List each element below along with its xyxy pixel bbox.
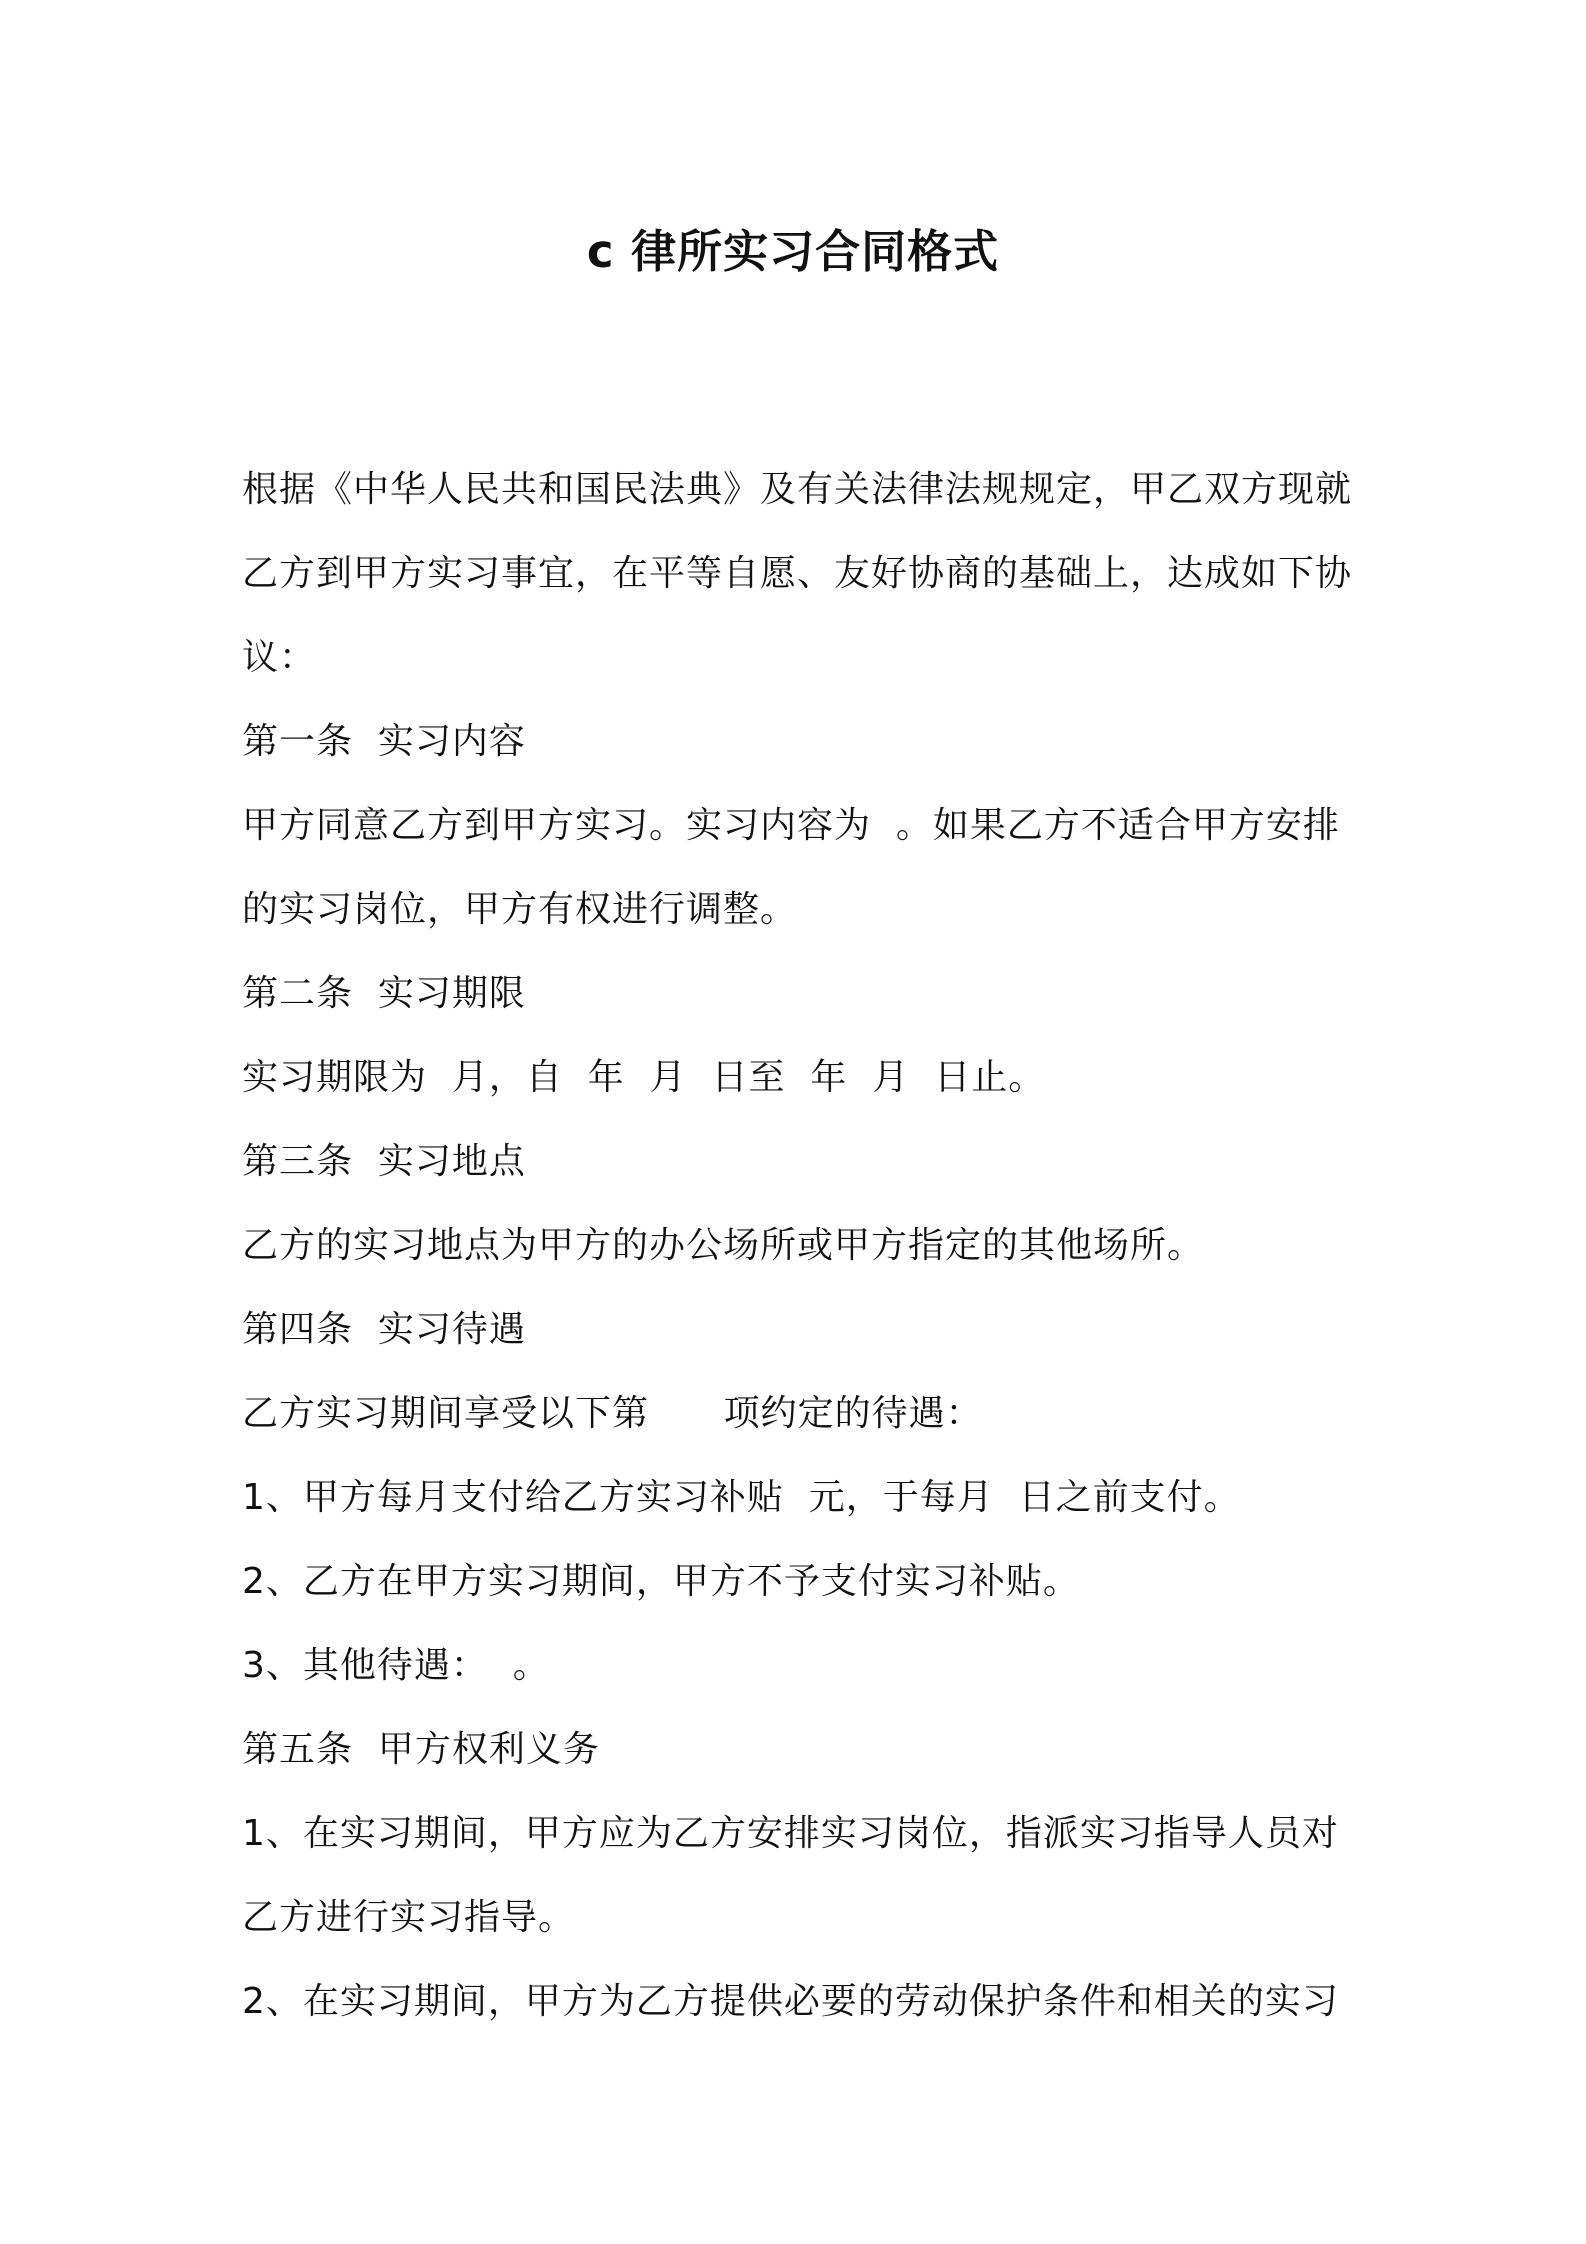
paragraph-line: 实习期限为 月，自 年 月 日至 年 月 日止。 — [242, 1057, 1046, 1098]
document-body — [242, 448, 1362, 2044]
paragraph-line: 乙方的实习地点为甲方的办公场所或甲方指定的其他场所。 — [242, 1225, 1205, 1266]
list-item: 2、乙方在甲方实习期间，甲方不予支付实习补贴。 — [242, 1561, 1080, 1602]
paragraph-line: 的实习岗位，甲方有权进行调整。 — [242, 889, 798, 930]
paragraph-line: 乙方实习期间享受以下第 项约定的待遇： — [242, 1393, 983, 1434]
paragraph-line: 甲方同意乙方到甲方实习。实习内容为 。如果乙方不适合甲方安排 — [242, 805, 1340, 846]
paragraph-line: 根据《中华人民共和国民法典》及有关法律法规规定，甲乙双方现就 — [242, 469, 1353, 510]
article-heading-2: 第二条 实习期限 — [242, 973, 526, 1014]
paragraph-line: 乙方进行实习指导。 — [242, 1897, 576, 1938]
article-heading-1: 第一条 实习内容 — [242, 721, 526, 762]
article-heading-3: 第三条 实习地点 — [242, 1141, 526, 1182]
paragraph-line: 乙方到甲方实习事宜，在平等自愿、友好协商的基础上，达成如下协 — [242, 553, 1353, 594]
article-heading-5: 第五条 甲方权利义务 — [242, 1729, 600, 1770]
list-item: 3、其他待遇： 。 — [242, 1645, 550, 1686]
document-title: c 律所实习合同格式 — [586, 225, 1000, 278]
list-item: 2、在实习期间，甲方为乙方提供必要的劳动保护条件和相关的实习 — [242, 1981, 1339, 2022]
article-heading-4: 第四条 实习待遇 — [242, 1309, 526, 1350]
list-item: 1、甲方每月支付给乙方实习补贴 元，于每月 日之前支付。 — [242, 1477, 1241, 1518]
paragraph-line: 议： — [242, 637, 317, 678]
list-item: 1、在实习期间，甲方应为乙方安排实习岗位，指派实习指导人员对 — [242, 1813, 1339, 1854]
